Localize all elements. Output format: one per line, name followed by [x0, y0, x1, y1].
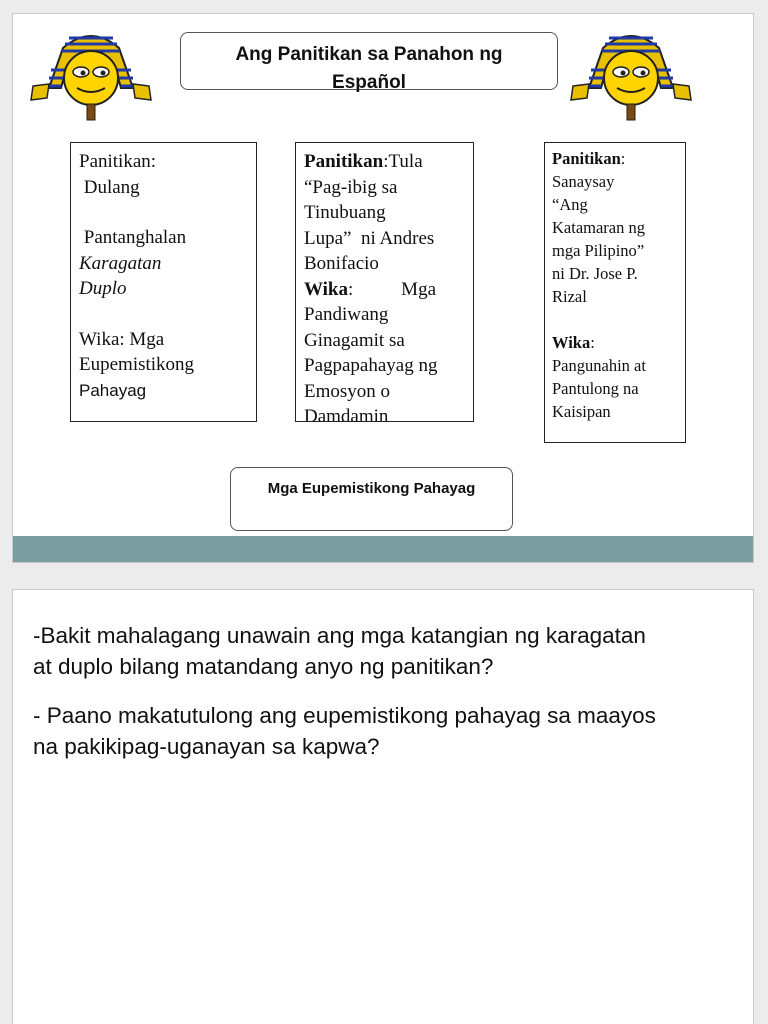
panitikan-label: Panitikan: [304, 151, 384, 172]
col3-line: Pangunahin at: [552, 356, 646, 375]
col3-text: mga: [552, 241, 585, 260]
question-2-line-1: - Paano makatutulong ang eupemistikong pahayag sa maayos: [33, 703, 656, 728]
col3-text: ”: [636, 241, 645, 260]
text-box-dulang: [70, 142, 257, 422]
footer-bar: [13, 536, 753, 562]
col3-line: “Ang: [552, 195, 588, 214]
panitikan-label: Panitikan: [552, 149, 621, 168]
col2-text: Mga: [401, 278, 436, 300]
col3-line: Sanaysay: [552, 172, 615, 191]
col3-text: :: [620, 149, 626, 168]
col2-line: Tinubuang: [304, 202, 386, 223]
wika-label: Wika: [304, 278, 349, 300]
col3-line: Rizal: [552, 287, 587, 306]
col2-line: Ginagamit sa: [304, 329, 405, 351]
col1-line: Panitikan:: [79, 151, 157, 172]
slide-1: [12, 13, 754, 563]
col1-line: Dulang: [79, 176, 140, 198]
col2-line: Pandiwang: [304, 304, 389, 325]
question-2-line-2: na pakikipag-uganayan sa kapwa?: [33, 734, 380, 759]
slide-2: [12, 589, 754, 1024]
title-line-2: Español: [332, 72, 406, 93]
col1-line: Pahayag: [79, 380, 147, 400]
col1-line: Pantanghalan: [79, 227, 187, 248]
label-box-text: Mga Eupemistikong Pahayag: [267, 480, 476, 497]
title-box: [180, 32, 558, 93]
pharaoh-smiley-icon: [569, 26, 693, 122]
col3-line: [552, 239, 678, 262]
col3-line: Pantulong na: [552, 379, 639, 398]
question-1-line-1: -Bakit mahalagang unawain ang mga katangian ng karagatan: [33, 623, 646, 648]
col1-line: Karagatan: [79, 252, 162, 274]
col2-text: :Tula: [383, 151, 423, 172]
col2-line: Bonifacio: [304, 253, 379, 274]
col1-line: Eupemistikong: [79, 354, 195, 375]
col3-line: ni Dr. Jose P.: [552, 264, 638, 283]
col3-line: [552, 331, 678, 354]
col2-line: Lupa” ni Andres: [304, 227, 435, 249]
col3-line: Katamaran ng: [552, 218, 645, 237]
text-box-sanaysay: [544, 142, 686, 443]
col1-line: Wika: Mga: [79, 328, 165, 350]
col3-line: [552, 147, 678, 170]
col3-line: Kaisipan: [552, 402, 611, 421]
title-line-1: Ang Panitikan sa Panahon ng: [235, 44, 503, 65]
col2-line: “Pag-ibig sa: [304, 176, 398, 198]
eupemistikong-pahayag-box: [230, 467, 513, 531]
pharaoh-smiley-icon: [29, 26, 153, 122]
col2-text: :: [348, 278, 354, 300]
text-box-tula: [295, 142, 474, 422]
question-1-line-2: at duplo bilang matandang anyo ng panitikan?: [33, 654, 494, 679]
col3-text: Pilipino: [584, 241, 637, 260]
col2-line: [304, 149, 465, 175]
col2-line: Damdamin: [304, 406, 389, 422]
wika-label: Wika: [552, 333, 591, 352]
col1-line: Duplo: [79, 278, 127, 299]
col2-line: Pagpapahayag ng: [304, 355, 438, 376]
col3-text: :: [590, 333, 595, 352]
col2-line: Emosyon o: [304, 380, 391, 402]
col2-line: [304, 277, 436, 303]
